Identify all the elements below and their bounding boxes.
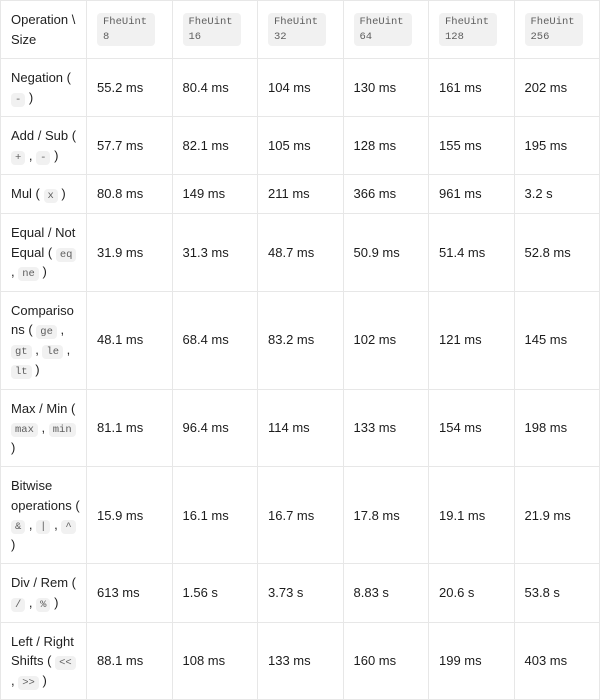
operation-label: Negation ( - ) [1,59,87,117]
timing-value: 53.8 s [514,564,600,622]
table-row [1,564,600,622]
timing-value: 133 ms [343,389,429,467]
timing-value: 160 ms [343,622,429,700]
timing-value: 133 ms [258,622,344,700]
timing-value: 366 ms [343,175,429,214]
size-badge: FheUint16 [183,13,241,46]
timing-value: 21.9 ms [514,467,600,564]
operation-label: Max / Min ( max , min ) [1,389,87,467]
operator-badge: gt [11,345,32,359]
timing-value: 114 ms [258,389,344,467]
operator-separator: , [11,264,19,280]
timing-value: 96.4 ms [172,389,258,467]
timing-value: 57.7 ms [87,117,173,175]
table-row [1,214,600,292]
operator-badge: >> [18,676,39,690]
timing-value: 108 ms [172,622,258,700]
table-body [1,59,600,700]
operator-badge: + [11,151,25,165]
timing-value: 17.8 ms [343,467,429,564]
operation-label: Div / Rem ( / , % ) [1,564,87,622]
operation-label: Mul ( x ) [1,175,87,214]
size-badge: FheUint128 [439,13,497,46]
timing-value: 81.1 ms [87,389,173,467]
operator-separator: , [11,672,19,688]
size-column-header [258,1,344,59]
operator-badge: le [42,345,63,359]
timing-value: 15.9 ms [87,467,173,564]
timing-value: 161 ms [429,59,515,117]
table-row [1,622,600,700]
operator-badge: & [11,520,25,534]
size-column-header [429,1,515,59]
size-badge: FheUint32 [268,13,326,46]
operator-separator: , [37,420,49,435]
timing-value: 3.73 s [258,564,344,622]
timing-value: 961 ms [429,175,515,214]
timing-value: 154 ms [429,389,515,467]
table-row [1,467,600,564]
timing-value: 211 ms [258,175,344,214]
timing-value: 52.8 ms [514,214,600,292]
table-row [1,59,600,117]
timing-value: 130 ms [343,59,429,117]
size-column-header [87,1,173,59]
table-row [1,175,600,214]
operator-separator: , [25,594,37,610]
timing-value: 145 ms [514,291,600,389]
timing-value: 202 ms [514,59,600,117]
timing-value: 16.1 ms [172,467,258,564]
operator-badge: - [36,151,50,165]
timing-value: 20.6 s [429,564,515,622]
operator-separator: , [50,517,62,533]
operator-badge: / [11,598,25,612]
timing-value: 155 ms [429,117,515,175]
timing-value: 80.4 ms [172,59,258,117]
table-row [1,389,600,467]
size-badge: FheUint64 [354,13,412,46]
operation-label: Left / Right Shifts ( << , >> ) [1,622,87,700]
timing-value: 31.9 ms [87,214,173,292]
operator-badge: - [11,93,25,107]
timing-value: 50.9 ms [343,214,429,292]
timing-value: 82.1 ms [172,117,258,175]
operator-badge: eq [56,248,77,262]
timing-value: 55.2 ms [87,59,173,117]
operator-badge: max [11,423,38,437]
operator-badge: | [36,520,50,534]
timing-value: 51.4 ms [429,214,515,292]
timing-value: 80.8 ms [87,175,173,214]
size-badge: FheUint8 [97,13,155,46]
timing-value: 83.2 ms [258,291,344,389]
operator-separator: , [56,322,65,338]
operation-label: Comparisons ( ge , gt , le , lt ) [1,291,87,389]
timing-value: 121 ms [429,291,515,389]
timing-value: 199 ms [429,622,515,700]
operator-separator: , [63,342,71,358]
table-row [1,117,600,175]
operation-label: Bitwise operations ( & , | , ^ ) [1,467,87,564]
timing-value: 8.83 s [343,564,429,622]
timing-value: 149 ms [172,175,258,214]
timing-value: 128 ms [343,117,429,175]
timing-value: 19.1 ms [429,467,515,564]
timing-value: 613 ms [87,564,173,622]
operator-badge: x [44,189,58,203]
operator-separator: , [25,147,37,163]
timing-value: 198 ms [514,389,600,467]
size-badge: FheUint256 [525,13,583,46]
header-row [1,1,600,59]
timing-value: 102 ms [343,291,429,389]
size-column-header [514,1,600,59]
corner-header: Operation \ Size [1,1,87,59]
timing-value: 48.1 ms [87,291,173,389]
operator-badge: ne [18,267,39,281]
table-row [1,291,600,389]
timing-value: 104 ms [258,59,344,117]
operator-separator: , [25,517,37,533]
operation-label: Equal / Not Equal ( eq , ne ) [1,214,87,292]
timing-value: 1.56 s [172,564,258,622]
timing-value: 105 ms [258,117,344,175]
timing-value: 3.2 s [514,175,600,214]
size-column-header [172,1,258,59]
timing-value: 403 ms [514,622,600,700]
operator-badge: ^ [61,520,75,534]
operator-badge: << [55,656,76,670]
operation-label: Add / Sub ( + , - ) [1,117,87,175]
operator-badge: ge [36,325,57,339]
size-column-header [343,1,429,59]
timing-value: 195 ms [514,117,600,175]
operator-badge: min [49,423,76,437]
timing-value: 68.4 ms [172,291,258,389]
timing-value: 48.7 ms [258,214,344,292]
timing-value: 31.3 ms [172,214,258,292]
timing-value: 88.1 ms [87,622,173,700]
timing-value: 16.7 ms [258,467,344,564]
operator-separator: , [31,342,43,358]
operator-badge: % [36,598,50,612]
operator-badge: lt [11,365,32,379]
